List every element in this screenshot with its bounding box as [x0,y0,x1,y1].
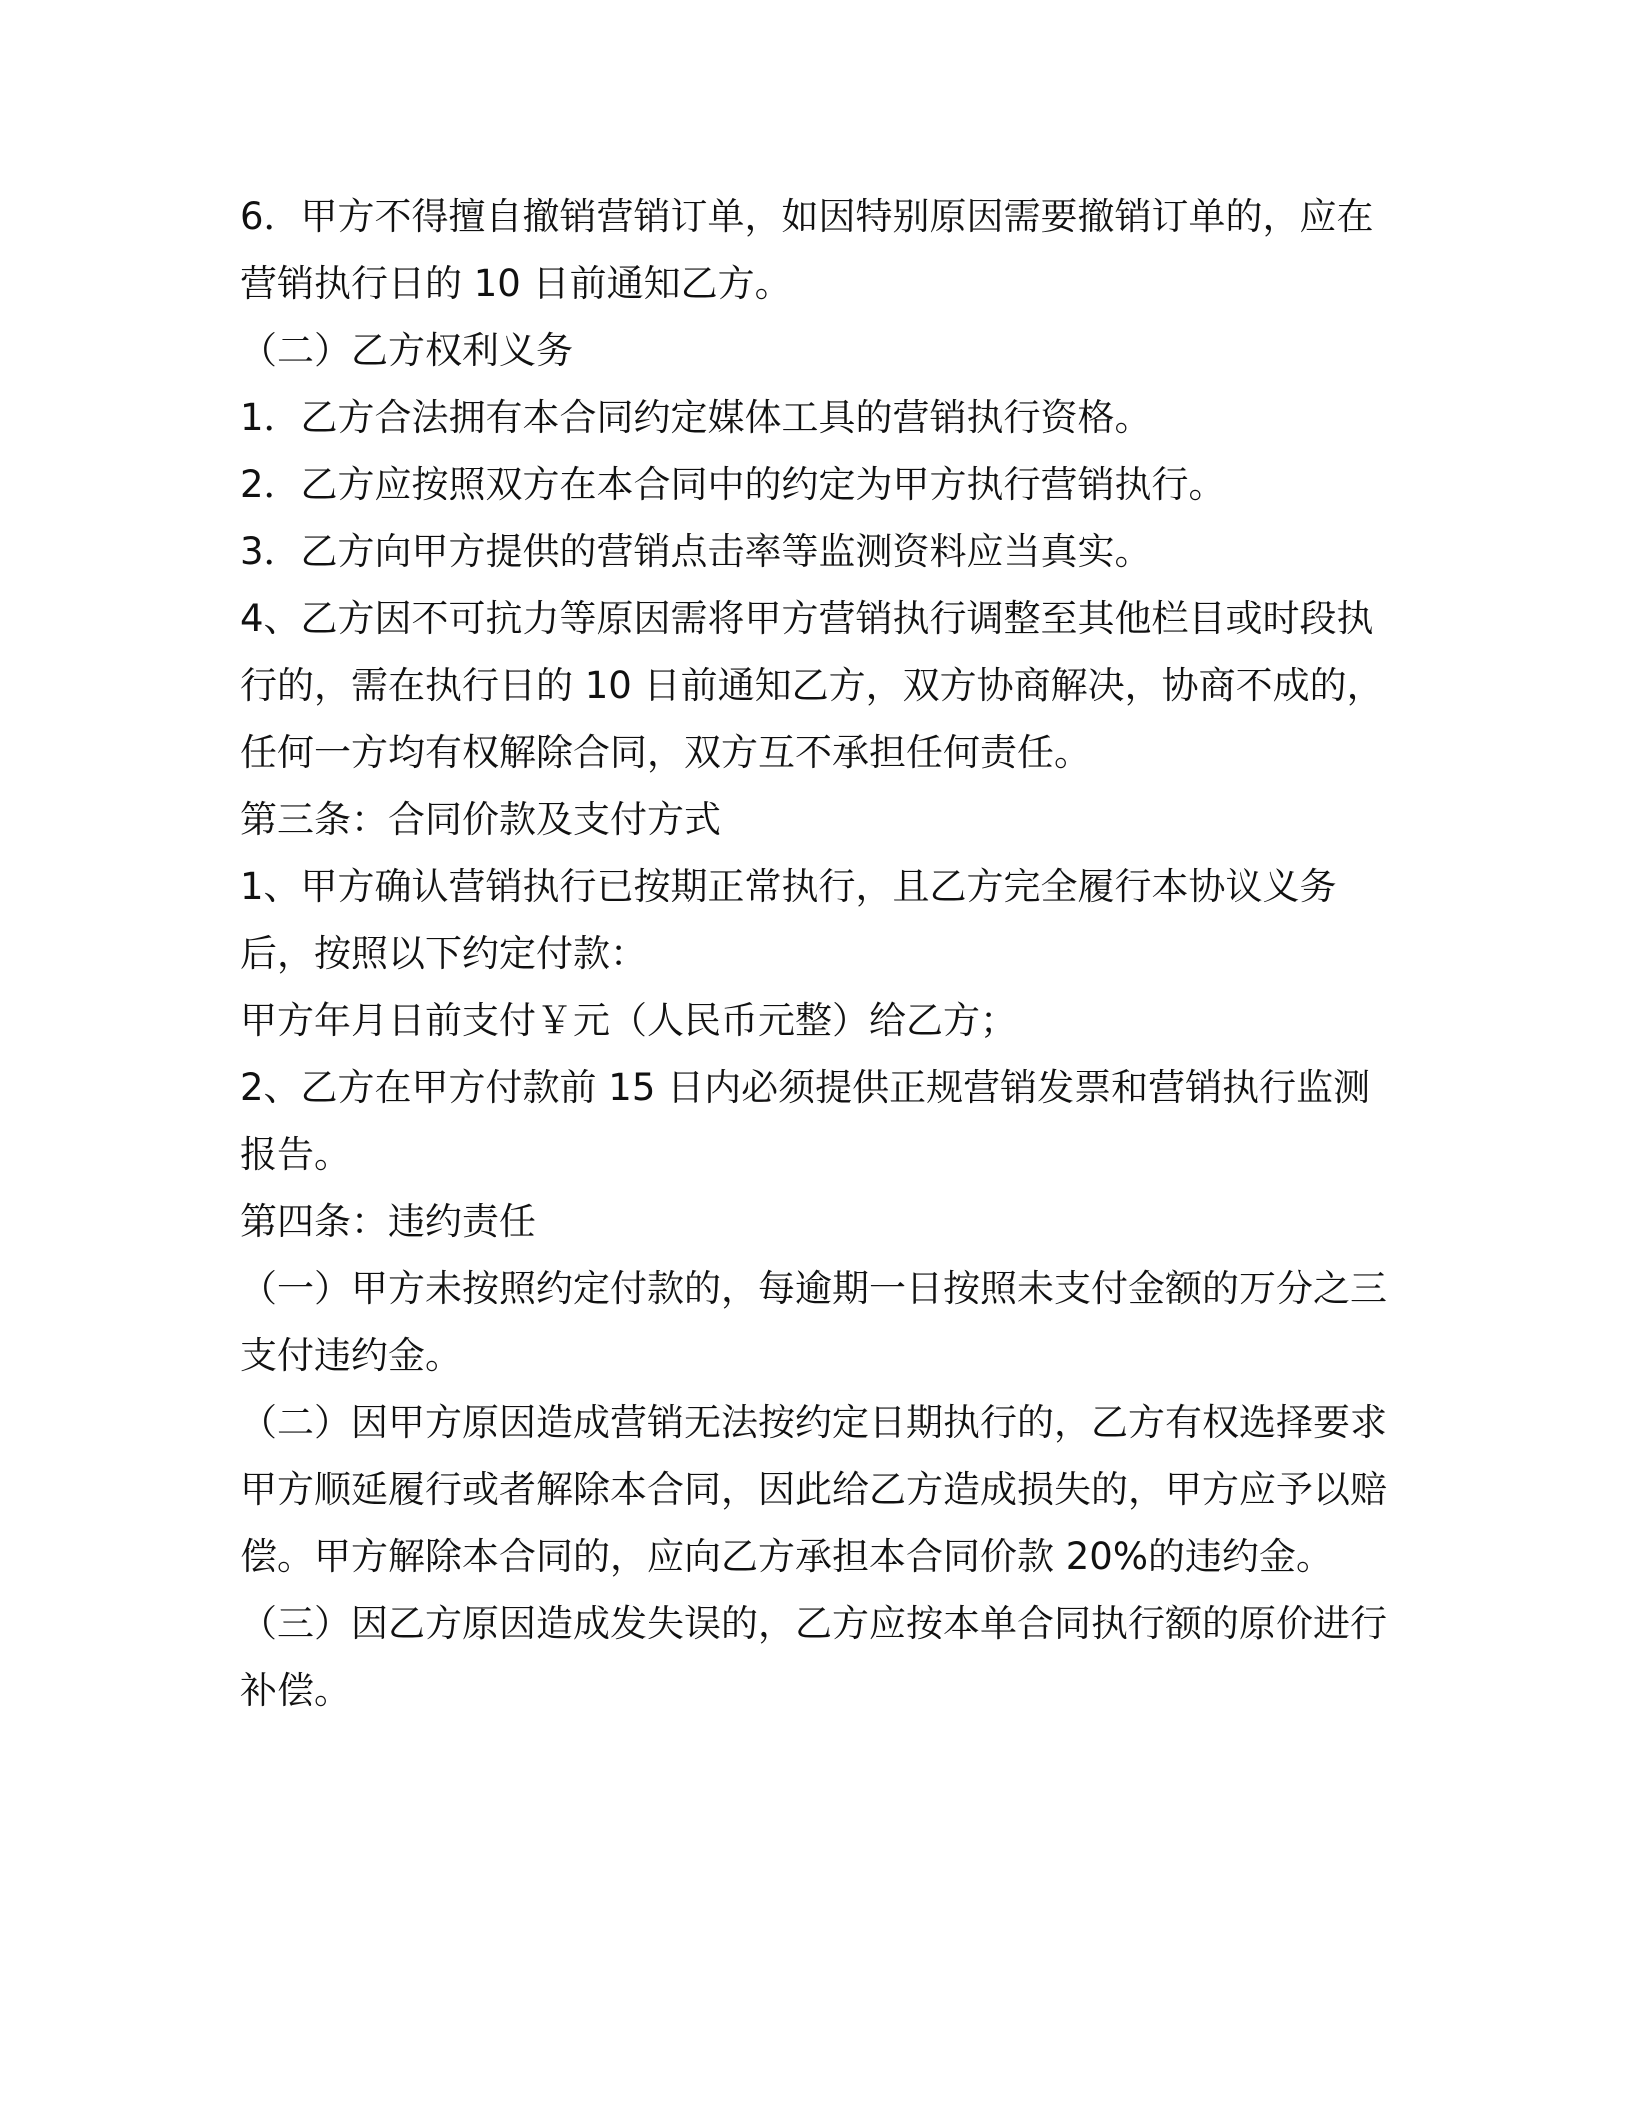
article-4-heading: 第四条：违约责任 [240,1200,536,1243]
payment-item-1-paragraph: 1、甲方确认营销执行已按期正常执行，且乙方完全履行本协议义务后，按照以下约定付款： [240,865,1337,975]
breach-item-3-paragraph: （三）因乙方原因造成发失误的，乙方应按本单合同执行额的原价进行补偿。 [240,1602,1387,1712]
payment-amount-paragraph: 甲方年月日前支付￥元（人民币元整）给乙方； [240,999,1017,1042]
party-b-item-1-paragraph: 1．乙方合法拥有本合同约定媒体工具的营销执行资格。 [240,396,1152,439]
party-b-item-2-paragraph: 2．乙方应按照双方在本合同中的约定为甲方执行营销执行。 [240,463,1226,506]
party-b-item-3-paragraph: 3．乙方向甲方提供的营销点击率等监测资料应当真实。 [240,530,1152,573]
payment-item-2-paragraph: 2、乙方在甲方付款前 15 日内必须提供正规营销发票和营销执行监测报告。 [240,1066,1371,1176]
breach-item-1-paragraph: （一）甲方未按照约定付款的，每逾期一日按照未支付金额的万分之三支付违约金。 [240,1267,1387,1377]
breach-item-2-paragraph: （二）因甲方原因造成营销无法按约定日期执行的，乙方有权选择要求甲方顺延履行或者解除本合同，因此给乙方造成损失的，甲方应予以赔偿。甲方解除本合同的，应向乙方承担本合同价款 20%的违约金。 [240,1401,1387,1578]
party-b-item-4-paragraph: 4、乙方因不可抗力等原因需将甲方营销执行调整至其他栏目或时段执行的，需在执行日的 10 日前通知乙方，双方协商解决，协商不成的，任何一方均有权解除合同，双方互不承担任何责任。 [240,597,1384,774]
clause-6-paragraph: 6．甲方不得擅自撤销营销订单，如因特别原因需要撤销订单的，应在营销执行日的 10 日前通知乙方。 [240,195,1374,305]
document-page [240,183,1400,1724]
section-party-b-rights-heading: （二）乙方权利义务 [240,329,573,372]
article-3-heading: 第三条：合同价款及支付方式 [240,798,721,841]
